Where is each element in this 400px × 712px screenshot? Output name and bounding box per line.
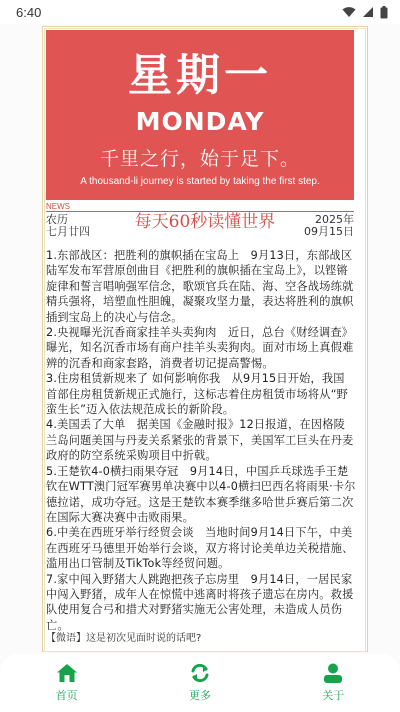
date-text: 09月15日: [304, 225, 354, 238]
news-item-2: 2.央视曝光沉香商家挂羊头卖狗肉 近日，总台《财经调查》曝光，知名沉香市场有商户挂羊头卖狗肉。面对市场上真假难辨的沉香和商家套路，消费者切记提高警惕。: [46, 326, 354, 370]
news-item-1: 1.东部战区：把胜利的旗帜插在宝岛上 9月13日，东部战区陆军发布军营原创曲目《把胜利的旗帜插在宝岛上》，以铿锵旋律和誓言唱响强军信念，歌颂官兵在陆、海、空各战场练就精兵强将，培塑血性胆魄，凝聚攻坚力量，表达将胜利的旗帜插到宝岛上的决心与信念。: [46, 249, 354, 324]
bottom-navigation: [0, 654, 400, 712]
news-item-5: 5.王楚钦4-0横扫雨果夺冠 9月14日，中国乒乓球选手王楚钦在WTT澳门冠军赛男单决赛中以4-0横扫巴西名将雨果·卡尔德拉诺，成功夺冠。这是王楚钦本赛季继多哈世乒赛后第二次在国际大赛决赛中击败雨果。: [46, 464, 356, 524]
news-item-7: 7.家中闯入野猪大人跳跑把孩子忘房里 9月14日，一居民家中闯入野猪，成年人在惊慌中逃离时将孩子遗忘在房内。救援队使用复合弓和措犬对野猪实施无公害处理，未造成人员伤亡。: [46, 572, 354, 632]
page-headline: 每天60秒读懂世界: [134, 212, 276, 232]
gregorian-date-block: [304, 214, 354, 238]
banner-motto: 千里之行，始于足下。: [99, 148, 300, 170]
quote-label: 【微语】: [46, 633, 86, 644]
lunar-date-block: [46, 214, 90, 238]
nav-label-about: 关于: [322, 689, 345, 702]
lunar-date: 七月廿四: [46, 225, 90, 238]
banner-weekday: 星期一: [128, 50, 272, 101]
daily-quote: [46, 632, 356, 646]
nav-item-about[interactable]: [293, 663, 373, 703]
home-icon: [56, 663, 78, 687]
battery-icon: [380, 6, 388, 19]
status-bar: [0, 0, 400, 24]
status-time: 6:40: [16, 4, 42, 20]
signal-icon: [362, 6, 374, 18]
news-list: [46, 248, 356, 633]
weekday-banner: [46, 30, 354, 200]
news-item-3: 3.住房租赁新规来了 如何影响你我 从9月15日开始，我国首部住房租赁新规正式施行，这标志着住房租赁市场将从“野蛮生长”迈入依法规范成长的新阶段。: [46, 372, 349, 417]
status-icons: [342, 6, 388, 19]
refresh-icon: [189, 663, 211, 687]
nav-label-more: 更多: [188, 689, 211, 702]
quote-text: 这是初次见面时说的话吧?: [86, 633, 202, 644]
news-item-4: 4.美国丢了大单 据美国《金融时报》12日报道，在因格陵兰岛问题美国与丹麦关系紧张的背景下，美国军工巨头在丹麦政府的防空系统采购项目中折戟。: [46, 418, 354, 463]
news-label: NEWS: [46, 202, 70, 211]
banner-motto-en: A thousand-li journey is started by taking the first step.: [80, 176, 320, 187]
year-text: 2025年: [315, 213, 354, 226]
banner-weekday-en: MONDAY: [135, 107, 265, 136]
lunar-label: 农历: [46, 213, 68, 226]
nav-label-home: 首页: [55, 689, 78, 702]
news-item-6: 6.中美在西班牙举行经贸会谈 当地时间9月14日下午，中美在西班牙马德里开始举行会谈，双方将讨论美单边关税措施、滥用出口管制及TikTok等经贸问题。: [46, 526, 354, 571]
wifi-icon: [342, 6, 356, 18]
nav-item-home[interactable]: [27, 663, 107, 703]
nav-item-more[interactable]: [160, 663, 240, 703]
person-icon: [322, 663, 344, 687]
